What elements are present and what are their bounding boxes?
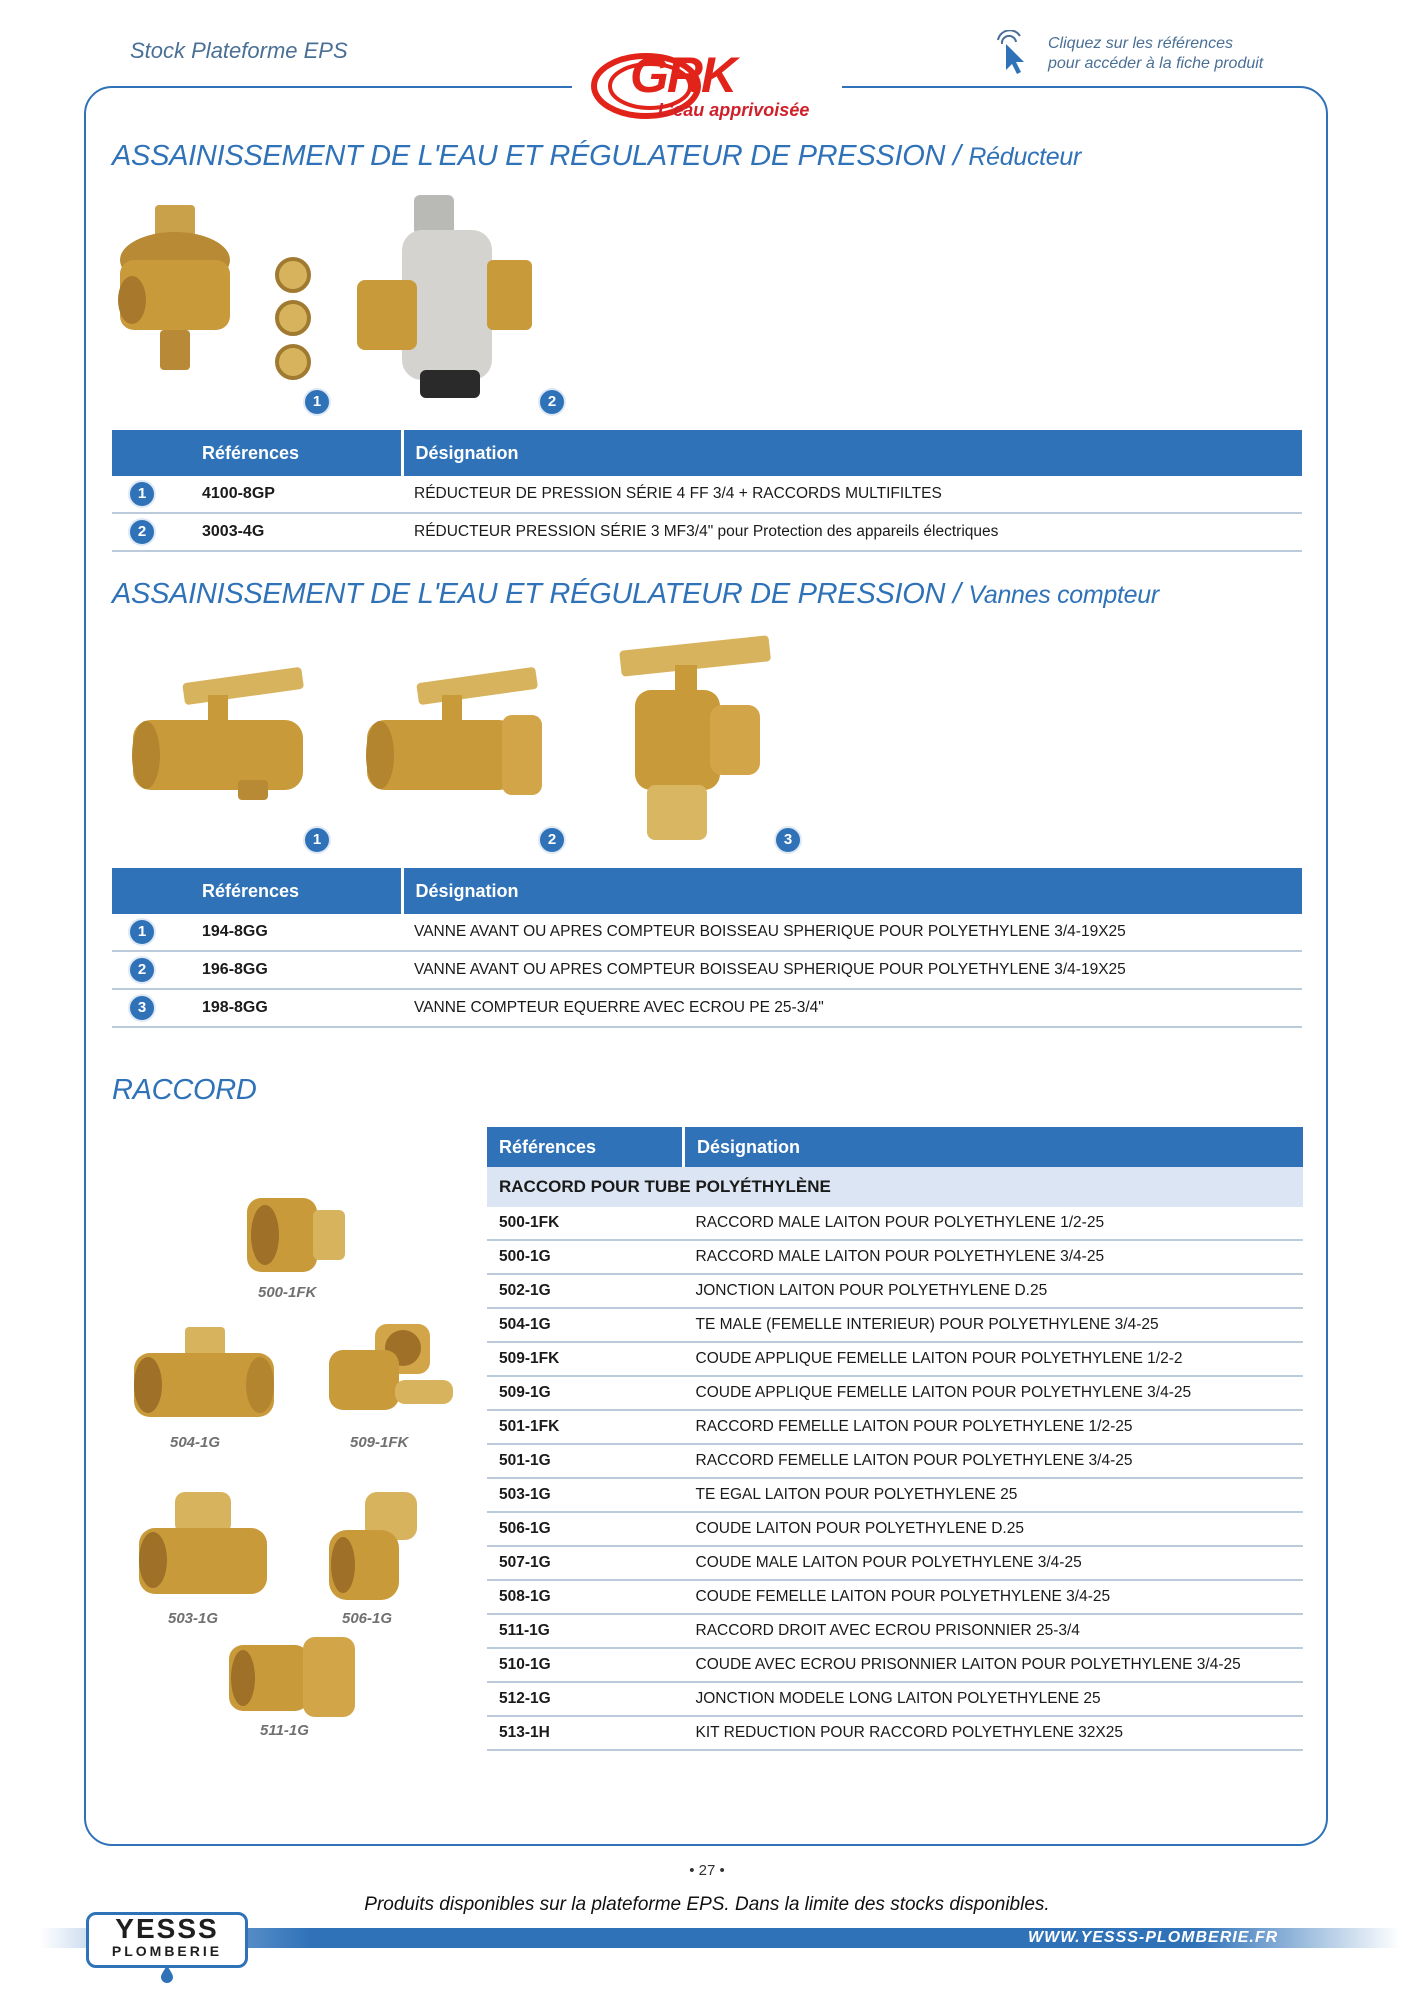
product-caption: 506-1G [342,1610,393,1627]
designation-text: RÉDUCTEUR PRESSION SÉRIE 3 MF3/4" pour Protection des appareils électriques [402,513,1302,551]
section-title-text: ASSAINISSEMENT DE L'EAU ET RÉGULATEUR DE PRESSION / [112,140,961,172]
reference-link[interactable]: 512-1G [487,1682,684,1716]
water-drop-icon [160,1964,174,1989]
table-row[interactable] [487,1546,1303,1580]
yesss-plomberie-logo [86,1912,248,1968]
designation-text: COUDE MALE LAITON POUR POLYETHYLENE 3/4-25 [684,1546,1304,1580]
section-title-vannes [112,578,1159,611]
reference-link[interactable]: 502-1G [487,1274,684,1308]
product-image-vanne-194[interactable] [128,665,318,820]
reference-link[interactable]: 506-1G [487,1512,684,1546]
reference-link[interactable]: 196-8GG [172,951,402,989]
product-image-511-1g[interactable] [225,1635,360,1725]
col-header-references: Références [487,1127,684,1167]
table-vannes [112,868,1302,1028]
designation-text: COUDE APPLIQUE FEMELLE LAITON POUR POLYETHYLENE 3/4-25 [684,1376,1304,1410]
section-subtitle: Réducteur [968,143,1082,171]
product-image-reducteur-3003[interactable] [352,190,552,415]
col-header-references: Références [112,430,402,476]
website-link[interactable]: WWW.YESSS-PLOMBERIE.FR [1028,1929,1279,1946]
designation-text: JONCTION MODELE LONG LAITON POLYETHYLENE 25 [684,1682,1304,1716]
reference-link[interactable]: 510-1G [487,1648,684,1682]
col-header-designation: Désignation [402,430,1302,476]
table-row[interactable] [112,951,1302,989]
reference-link[interactable]: 3003-4G [172,513,402,551]
grk-tagline: L'eau apprivoisée [658,100,810,120]
product-badge-2: 2 [538,388,566,416]
reference-link[interactable]: 501-1FK [487,1410,684,1444]
page-number: • 27 • [689,1862,725,1879]
table-row[interactable] [112,914,1302,951]
section-title-raccord: RACCORD [112,1074,257,1106]
designation-text: VANNE AVANT OU APRES COMPTEUR BOISSEAU SPHERIQUE POUR POLYETHYLENE 3/4-19X25 [402,951,1302,989]
table-group-row [487,1167,1303,1207]
group-heading: RACCORD POUR TUBE POLYÉTHYLÈNE [487,1167,1303,1207]
designation-text: TE MALE (FEMELLE INTERIEUR) POUR POLYETHYLENE 3/4-25 [684,1308,1304,1342]
product-image-vanne-196[interactable] [362,665,552,820]
reference-link[interactable]: 511-1G [487,1614,684,1648]
col-header-designation: Désignation [402,868,1302,914]
row-number-badge: 2 [128,518,156,546]
table-row[interactable] [112,513,1302,551]
reference-link[interactable]: 503-1G [487,1478,684,1512]
brand-line-1: YESSS [115,1913,219,1944]
table-row[interactable] [487,1614,1303,1648]
section-subtitle: Vannes compteur [968,581,1159,609]
product-badge-1: 1 [303,388,331,416]
row-number-badge: 2 [128,956,156,984]
product-image-reducteur-4100[interactable] [110,200,340,415]
table-row[interactable] [487,1410,1303,1444]
row-number-badge: 3 [128,994,156,1022]
availability-note: Produits disponibles sur la plateforme EPS. Dans la limite des stocks disponibles. [364,1894,1050,1915]
table-row[interactable] [112,989,1302,1027]
section-title-reducteur [112,140,1081,173]
designation-text: COUDE AVEC ECROU PRISONNIER LAITON POUR POLYETHYLENE 3/4-25 [684,1648,1304,1682]
reference-link[interactable]: 507-1G [487,1546,684,1580]
designation-text: RÉDUCTEUR DE PRESSION SÉRIE 4 FF 3/4 + RACCORDS MULTIFILTES [402,476,1302,513]
section-title-text: ASSAINISSEMENT DE L'EAU ET RÉGULATEUR DE PRESSION / [112,578,961,610]
product-image-504-1g[interactable] [130,1325,280,1430]
reference-link[interactable]: 198-8GG [172,989,402,1027]
product-image-506-1g[interactable] [325,1490,425,1610]
product-badge-2: 2 [538,826,566,854]
table-row[interactable] [487,1682,1303,1716]
designation-text: RACCORD DROIT AVEC ECROU PRISONNIER 25-3/4 [684,1614,1304,1648]
designation-text: JONCTION LAITON POUR POLYETHYLENE D.25 [684,1274,1304,1308]
table-row[interactable] [487,1580,1303,1614]
hint-line-2: pour accéder à la fiche produit [1048,55,1264,72]
table-row[interactable] [487,1207,1303,1240]
reference-link[interactable]: 500-1FK [487,1207,684,1240]
table-reducteur [112,430,1302,552]
product-caption: 500-1FK [258,1284,317,1301]
brand-line-2: PLOMBERIE [111,1943,223,1959]
row-number-badge: 1 [128,480,156,508]
grk-logo-text: GRK [630,47,736,103]
reference-link[interactable]: 4100-8GP [172,476,402,513]
table-raccord [487,1127,1303,1751]
product-caption: 503-1G [168,1610,219,1627]
reference-link[interactable]: 501-1G [487,1444,684,1478]
reference-link[interactable]: 194-8GG [172,914,402,951]
product-badge-1: 1 [303,826,331,854]
designation-text: VANNE COMPTEUR EQUERRE AVEC ECROU PE 25-3/4" [402,989,1302,1027]
table-row[interactable] [487,1274,1303,1308]
table-row[interactable] [487,1512,1303,1546]
table-row[interactable] [112,476,1302,513]
designation-text: TE EGAL LAITON POUR POLYETHYLENE 25 [684,1478,1304,1512]
catalog-header-title: Stock Plateforme EPS [130,38,348,63]
table-row[interactable] [487,1478,1303,1512]
product-image-500-1fk[interactable] [243,1190,353,1285]
table-row[interactable] [487,1648,1303,1682]
table-row[interactable] [487,1376,1303,1410]
table-row[interactable] [487,1444,1303,1478]
designation-text: RACCORD FEMELLE LAITON POUR POLYETHYLENE 1/2-25 [684,1410,1304,1444]
designation-text: RACCORD FEMELLE LAITON POUR POLYETHYLENE 3/4-25 [684,1444,1304,1478]
reference-link[interactable]: 509-1FK [487,1342,684,1376]
designation-text: RACCORD MALE LAITON POUR POLYETHYLENE 3/4-25 [684,1240,1304,1274]
table-row[interactable] [487,1716,1303,1750]
product-image-vanne-198[interactable] [615,635,775,850]
designation-text: COUDE LAITON POUR POLYETHYLENE D.25 [684,1512,1304,1546]
designation-text: RACCORD MALE LAITON POUR POLYETHYLENE 1/2-25 [684,1207,1304,1240]
designation-text: COUDE FEMELLE LAITON POUR POLYETHYLENE 3/4-25 [684,1580,1304,1614]
click-hint-icon [992,30,1032,81]
reference-link[interactable]: 513-1H [487,1716,684,1750]
col-header-designation: Désignation [684,1127,1304,1167]
designation-text: COUDE APPLIQUE FEMELLE LAITON POUR POLYETHYLENE 1/2-2 [684,1342,1304,1376]
designation-text: KIT REDUCTION POUR RACCORD POLYETHYLENE 32X25 [684,1716,1304,1750]
col-header-references: Références [112,868,402,914]
hint-line-1: Cliquez sur les références [1048,35,1233,52]
reference-link[interactable]: 500-1G [487,1240,684,1274]
product-caption: 511-1G [260,1722,309,1739]
row-number-badge: 1 [128,918,156,946]
product-image-503-1g[interactable] [135,1490,270,1605]
product-caption: 504-1G [170,1434,221,1451]
product-caption: 509-1FK [350,1434,409,1451]
table-row[interactable] [487,1342,1303,1376]
designation-text: VANNE AVANT OU APRES COMPTEUR BOISSEAU SPHERIQUE POUR POLYETHYLENE 3/4-19X25 [402,914,1302,951]
product-badge-3: 3 [774,826,802,854]
table-row[interactable] [487,1240,1303,1274]
click-hint-text [1048,34,1308,74]
table-row[interactable] [487,1308,1303,1342]
reference-link[interactable]: 504-1G [487,1308,684,1342]
reference-link[interactable]: 509-1G [487,1376,684,1410]
reference-link[interactable]: 508-1G [487,1580,684,1614]
grk-logo [590,46,820,126]
product-image-509-1fk[interactable] [325,1320,460,1435]
